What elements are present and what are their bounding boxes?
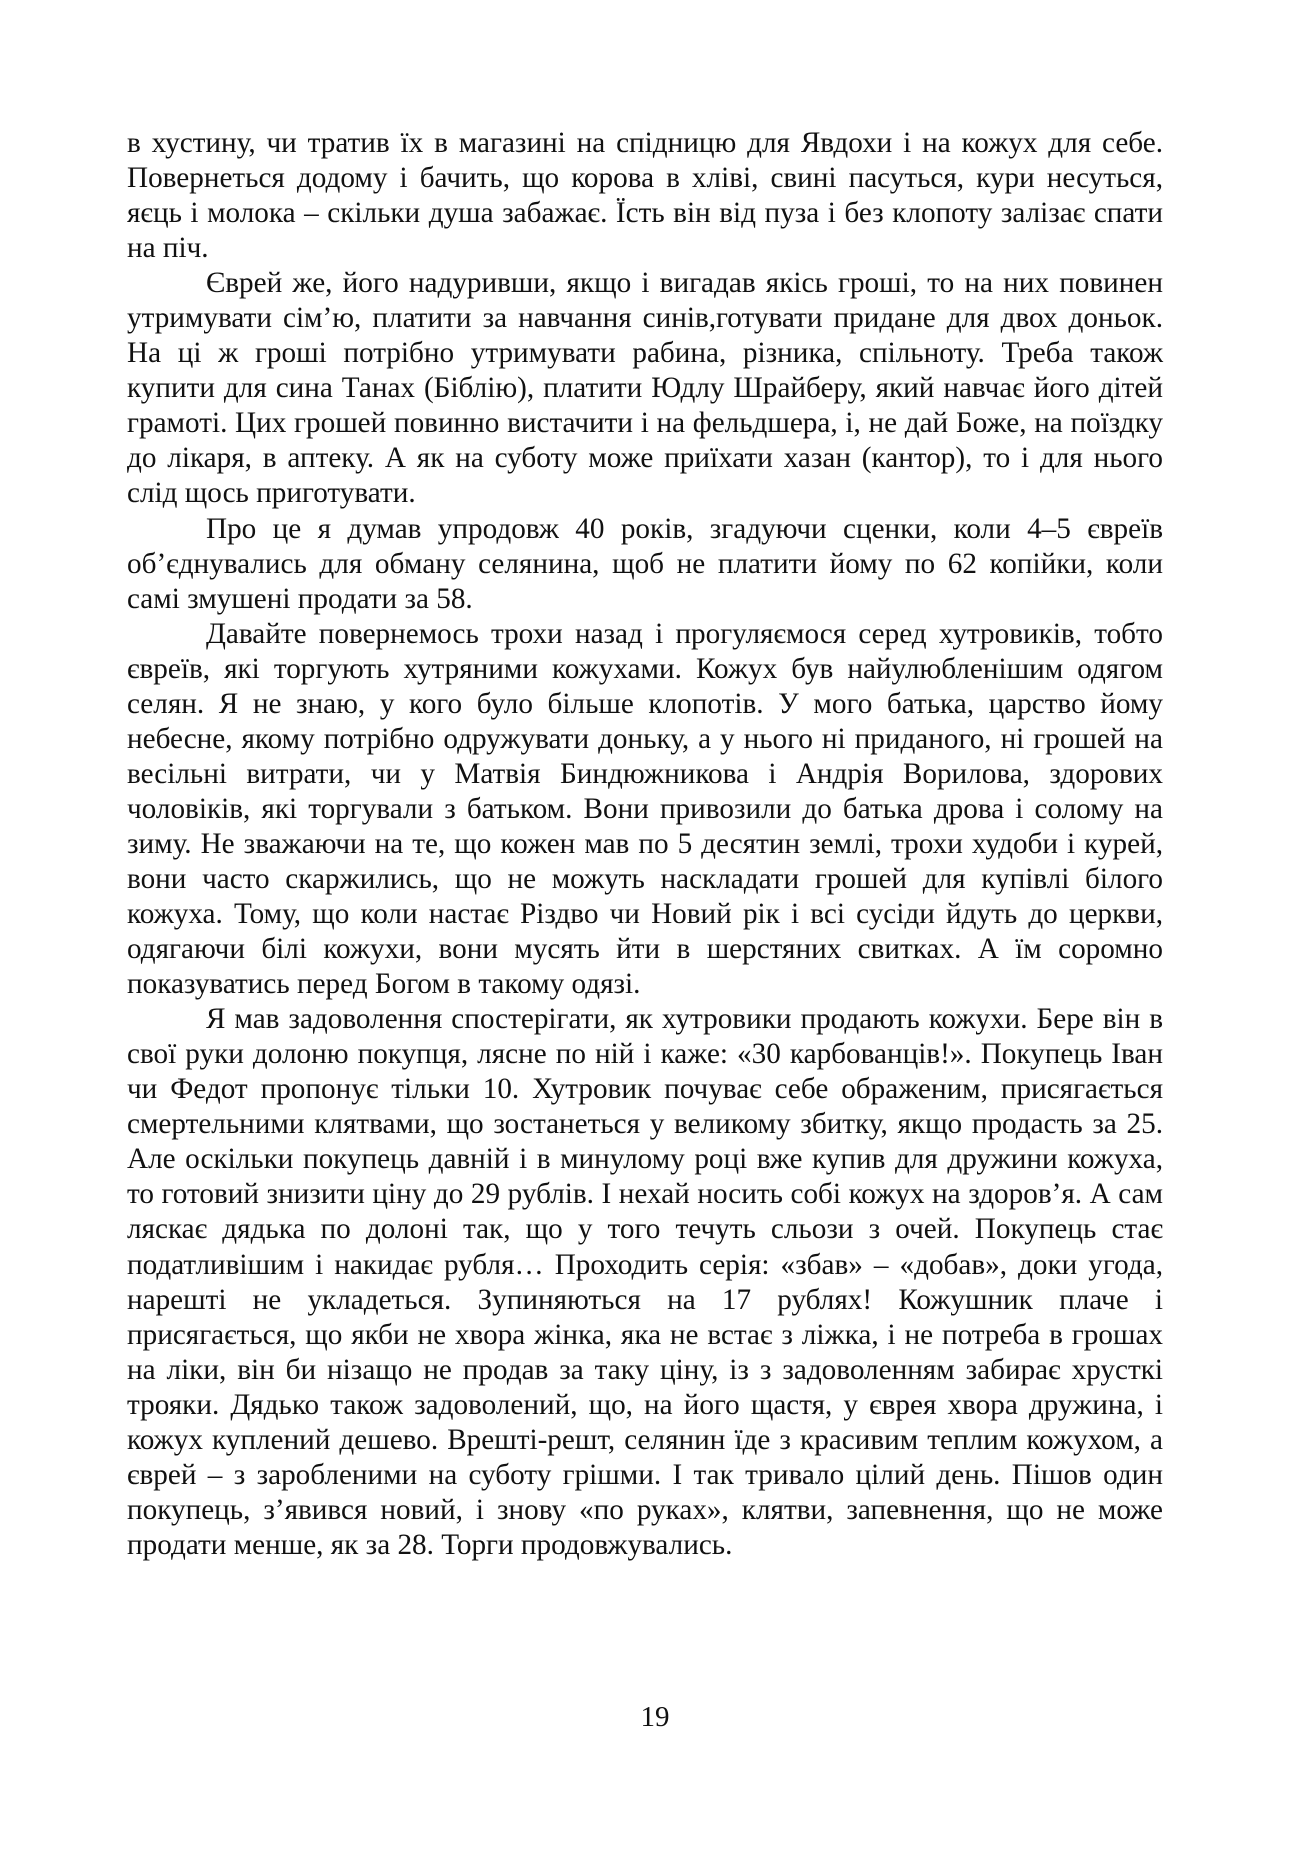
body-text [127,126,1163,1563]
paragraph: Давайте повернемось трохи назад і прогуляємося серед хутровиків, тобто євреїв, які торгують хутряними кожухами. Кожух був найулюбленішим одягом селян. Я не знаю, у кого було більше клопотів. У мого батька, царство йому небесне, якому потрібно одружувати доньку, а у нього ні приданого, ні грошей на весільні витрати, чи у Матвія Биндюжникова і Андрія Ворилова, здорових чоловіків, які торгували з батьком. Вони привозили до батька дрова і солому на зиму. Не зважаючи на те, що кожен мав по 5 десятин землі, трохи худоби і курей, вони часто скаржились, що не можуть наскладати грошей для купівлі білого кожуха. Тому, що коли настає Різдво чи Новий рік і всі сусіди йдуть до церкви, одягаючи білі кожухи, вони мусять йти в шерстяних свитках. А їм соромно показуватись перед Богом в такому одязі. [127,617,1163,1001]
paragraph-continued: в хустину, чи тратив їх в магазині на спідницю для Явдохи і на кожух для себе. Повернеться додому і бачить, що корова в хліві, свині пасуться, кури несуться, яєць і молока – скільки душа забажає. Їсть він від пуза і без клопоту залізає спати на піч. [127,127,1163,265]
paragraph: Я мав задоволення спостерігати, як хутровики продають кожухи. Бере він в свої руки долоню покупця, лясне по ній і каже: «30 карбованців!». Покупець Іван чи Федот пропонує тільки 10. Хутровик почуває себе ображеним, присягається смертельними клятвами, що зостанеться у великому збитку, якщо продасть за 25. Але оскільки покупець давній і в минулому році вже купив для дружини кожуха, то готовий знизити ціну до 29 рублів. І нехай носить собі кожух на здоров’я. А сам ляскає дядька по долоні так, що у того течуть сльози з очей. Покупець стає податливішим і накидає рубля… Проходить серія: «збав» – «добав», доки угода, нарешті не укладеться. Зупиняються на 17 рублях! Кожушник плаче і присягається, що якби не хвора жінка, яка не встає з ліжка, і не потреба в грошах на ліки, він би нізащо не продав за таку ціну, із з задоволенням забирає хрусткі трояки. Дядько також задоволений, що, на його щастя, у єврея хвора дружина, і кожух куплений дешево. Врешті-решт, селянин їде з красивим теплим кожухом, а єврей – з заробленими на суботу грішми. І так тривало цілий день. Пішов один покупець, з’явився новий, і знову «по руках», клятви, запевнення, що не може продати менше, як за 28. Торги продовжувались. [127,1003,1163,1561]
paragraph: Про це я думав упродовж 40 років, згадуючи сценки, коли 4–5 євреїв об’єднувались для обману селянина, щоб не платити йому по 62 копійки, коли самі змушені продати за 58. [127,512,1163,615]
page-number: 19 [640,1701,670,1733]
paragraph: Єврей же, його надуривши, якщо і вигадав якісь гроші, то на них повинен утримувати сім’ю, платити за навчання синів,готувати придане для двох доньок. На ці ж гроші потрібно утримувати рабина, різника, спільноту. Треба також купити для сина Танах (Біблію), платити Юдлу Шрайберу, який навчає його дітей грамоті. Цих грошей повинно вистачити і на фельдшера, і, не дай Боже, на поїздку до лікаря, в аптеку. А як на суботу може приїхати хазан (кантор), то і для нього слід щось приготувати. [127,267,1163,510]
